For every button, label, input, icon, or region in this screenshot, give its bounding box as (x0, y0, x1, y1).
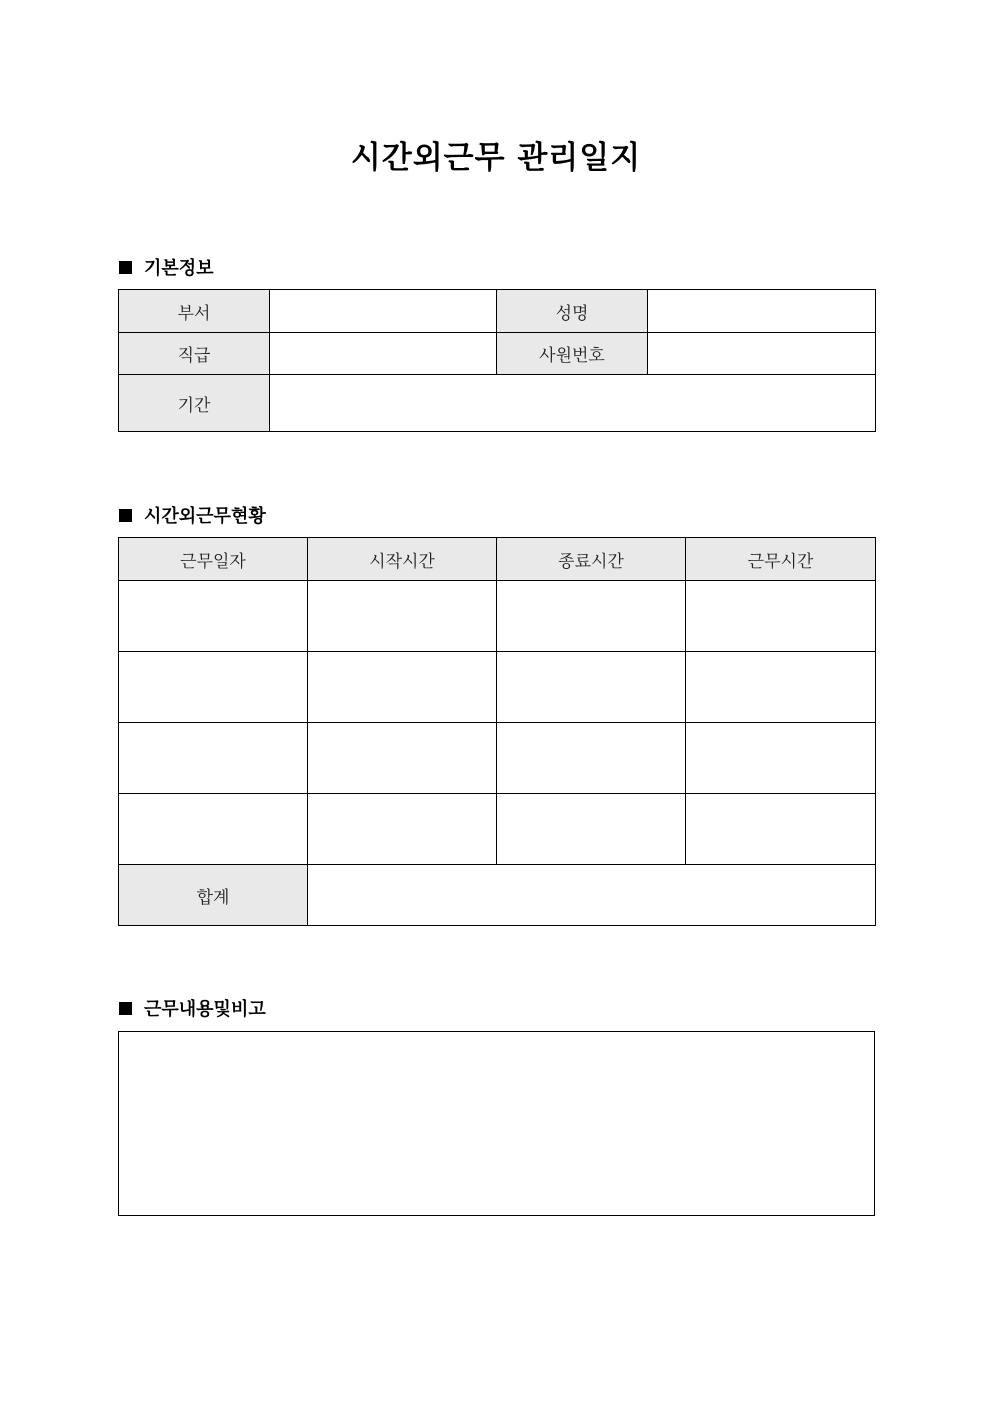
table-row (119, 333, 876, 375)
period-label: 기간 (119, 375, 270, 432)
column-header-work-hours: 근무시간 (686, 538, 876, 581)
name-field[interactable] (648, 290, 876, 333)
end-time-cell[interactable] (497, 652, 686, 723)
basic-info-heading (119, 254, 214, 280)
work-hours-cell[interactable] (686, 723, 876, 794)
department-field[interactable] (270, 290, 497, 333)
table-row (119, 581, 876, 652)
department-label: 부서 (119, 290, 270, 333)
table-row (119, 794, 876, 865)
table-row (119, 723, 876, 794)
basic-info-table (118, 289, 876, 432)
name-label: 성명 (497, 290, 648, 333)
start-time-cell[interactable] (308, 723, 497, 794)
page-title: 시간외근무 관리일지 (350, 140, 642, 176)
column-header-work-date: 근무일자 (119, 538, 308, 581)
work-hours-cell[interactable] (686, 581, 876, 652)
work-hours-cell[interactable] (686, 794, 876, 865)
period-field[interactable] (270, 375, 876, 432)
position-label: 직급 (119, 333, 270, 375)
notes-heading (119, 995, 266, 1021)
work-date-cell[interactable] (119, 723, 308, 794)
work-hours-cell[interactable] (686, 652, 876, 723)
square-bullet-icon (119, 509, 132, 522)
square-bullet-icon (119, 1002, 132, 1015)
basic-info-heading-text: 기본정보 (144, 258, 214, 279)
overtime-heading-text: 시간외근무현황 (144, 506, 266, 527)
notes-heading-text: 근무내용및비고 (144, 999, 266, 1020)
end-time-cell[interactable] (497, 723, 686, 794)
start-time-cell[interactable] (308, 652, 497, 723)
overtime-table (118, 537, 876, 926)
table-row (119, 375, 876, 432)
work-date-cell[interactable] (119, 794, 308, 865)
work-date-cell[interactable] (119, 581, 308, 652)
employee-no-field[interactable] (648, 333, 876, 375)
notes-field[interactable] (118, 1031, 875, 1216)
column-header-end-time: 종료시간 (497, 538, 686, 581)
start-time-cell[interactable] (308, 794, 497, 865)
work-date-cell[interactable] (119, 652, 308, 723)
table-row (119, 652, 876, 723)
total-label: 합계 (119, 865, 308, 926)
overtime-heading (119, 502, 266, 528)
table-header-row (119, 538, 876, 581)
table-row (119, 290, 876, 333)
start-time-cell[interactable] (308, 581, 497, 652)
table-total-row (119, 865, 876, 926)
end-time-cell[interactable] (497, 581, 686, 652)
square-bullet-icon (119, 261, 132, 274)
employee-no-label: 사원번호 (497, 333, 648, 375)
column-header-start-time: 시작시간 (308, 538, 497, 581)
total-field[interactable] (308, 865, 876, 926)
end-time-cell[interactable] (497, 794, 686, 865)
position-field[interactable] (270, 333, 497, 375)
